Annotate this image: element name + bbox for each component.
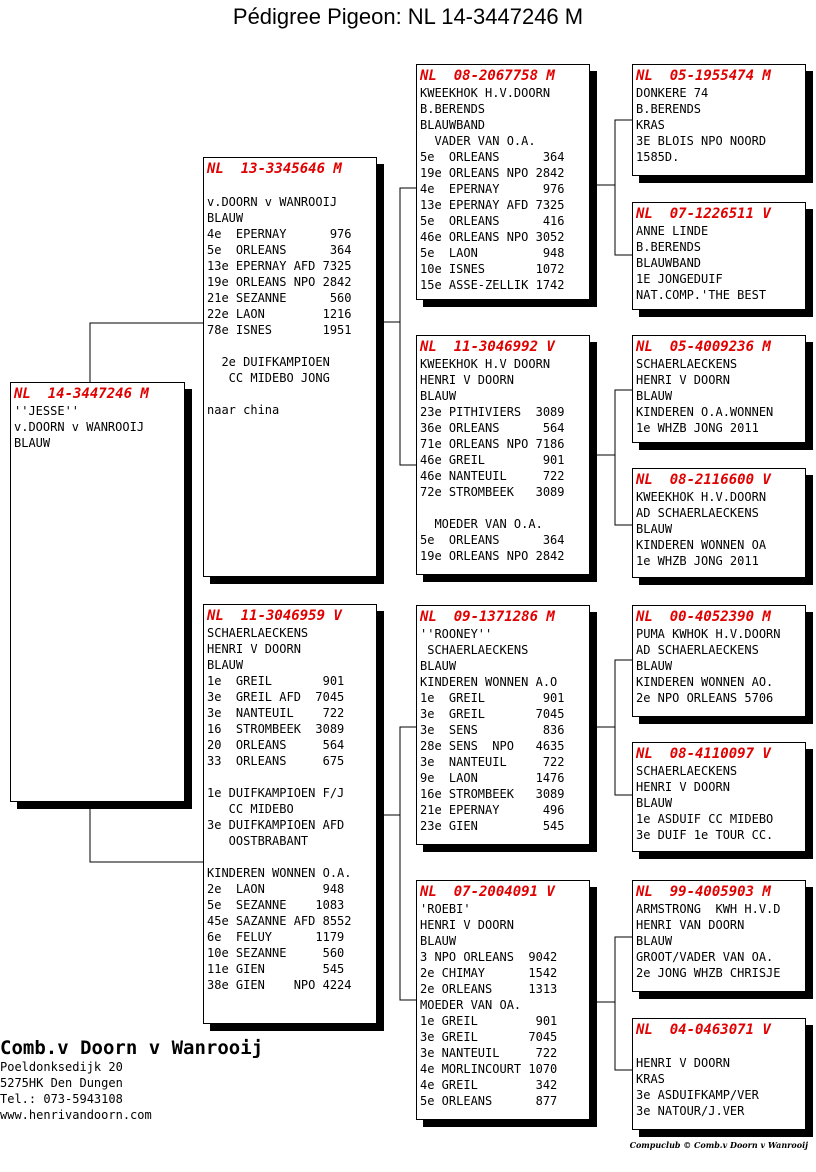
pigeon-info-line: 5e ORLEANS 877 <box>420 1094 558 1108</box>
pigeon-info-line <box>207 849 373 865</box>
pigeon-info-line: 5e ORLEANS 364 <box>420 533 565 547</box>
pigeon-info-line: 4e EPERNAY 976 <box>420 182 565 196</box>
ring-number: NL 08-4110097 V <box>636 746 771 762</box>
pigeon-info-line: v.DOORN v WANROOIJ <box>14 420 145 434</box>
pigeon-info-line: v.DOORN v WANROOIJ <box>207 195 338 209</box>
pigeon-info-line: AD SCHAERLAECKENS <box>636 506 759 520</box>
pigeon-info-line: BLAUW <box>207 658 244 672</box>
pigeon-info-line: 1e ASDUIF CC MIDEBO <box>636 812 774 826</box>
pigeon-info-line: B.BERENDS <box>636 240 702 254</box>
pigeon-info-line: 28e SENS NPO 4635 <box>420 739 565 753</box>
pigeon-info-line: 3e SENS 836 <box>420 723 565 737</box>
pigeon-info-line: 36e ORLEANS 564 <box>420 421 565 435</box>
pigeon-info-line: 13e EPERNAY AFD 7325 <box>207 259 352 273</box>
pigeon-info-line: B.BERENDS <box>636 102 702 116</box>
pigeon-info-line: BLAUW <box>420 659 457 673</box>
pigeon-info-line: GROOT/VADER VAN OA. <box>636 950 774 964</box>
pigeon-card-mm-mother <box>632 1018 806 1130</box>
pigeon-info-line: 5e ORLEANS 364 <box>420 150 565 164</box>
pigeon-info-line: CC MIDEBO <box>207 802 294 816</box>
owner-block <box>0 1037 263 1123</box>
ring-number: NL 08-2116600 V <box>636 472 771 488</box>
ring-number: NL 00-4052390 M <box>636 609 771 625</box>
pigeon-info-line: 22e LAON 1216 <box>207 307 352 321</box>
pigeon-card-mf-father <box>632 605 806 717</box>
pigeon-info-line: 19e ORLEANS NPO 2842 <box>420 549 565 563</box>
pigeon-info-line: KINDEREN O.A.WONNEN <box>636 405 774 419</box>
pigeon-info-line: CC MIDEBO JONG <box>207 371 330 385</box>
ring-number: NL 14-3447246 M <box>14 386 149 402</box>
pigeon-info-line: 3E BLOIS NPO NOORD <box>636 134 767 148</box>
pigeon-info-line: 9e LAON 1476 <box>420 771 565 785</box>
pigeon-info-line: 2e LAON 948 <box>207 882 345 896</box>
pigeon-info-line: KINDEREN WONNEN O.A. <box>207 866 352 880</box>
pigeon-info-line: 46e NANTEUIL 722 <box>420 469 565 483</box>
pigeon-card-fm-father <box>632 335 806 443</box>
pigeon-info-line: 3e GREIL 7045 <box>420 707 565 721</box>
pigeon-info-line: BLAUW <box>420 934 457 948</box>
pigeon-info-line: 1e DUIFKAMPIOEN F/J <box>207 786 345 800</box>
pigeon-info-line: 10e SEZANNE 560 <box>207 946 345 960</box>
pigeon-card-father <box>203 157 377 577</box>
pigeon-info-line: SCHAERLAECKENS <box>636 357 738 371</box>
pigeon-info-line: 21e SEZANNE 560 <box>207 291 352 305</box>
pigeon-info-line: DONKERE 74 <box>636 86 709 100</box>
pigeon-info-line: 1585D. <box>636 150 680 164</box>
pigeon-info-line: KWEEKHOK H.V DOORN <box>420 357 551 371</box>
pigeon-info-line: KWEEKHOK H.V.DOORN <box>636 490 767 504</box>
pigeon-info-line: 5e ORLEANS 416 <box>420 214 565 228</box>
owner-address: Poeldonksedijk 20 <box>0 1060 123 1074</box>
ring-number: NL 13-3345646 M <box>207 161 342 177</box>
pigeon-info-line: 3e NANTEUIL 722 <box>420 755 565 769</box>
pigeon-info-line: HENRI VAN DOORN <box>636 918 745 932</box>
pigeon-card-father-father <box>416 64 590 300</box>
pigeon-info-line: 45e SAZANNE AFD 8552 <box>207 914 352 928</box>
pigeon-card-fm-mother <box>632 468 806 578</box>
pigeon-card-mf-mother <box>632 742 806 852</box>
pigeon-info-line: BLAUW <box>636 796 673 810</box>
pigeon-info-line: 5e LAON 948 <box>420 246 565 260</box>
pigeon-info-line: 1e GREIL 901 <box>420 691 565 705</box>
pigeon-info-line: naar china <box>207 403 280 417</box>
pigeon-info-line: HENRI V DOORN <box>420 918 514 932</box>
owner-name: Comb.v Doorn v Wanrooij <box>0 1037 264 1059</box>
pigeon-info-line: NAT.COMP.'THE BEST <box>636 288 767 302</box>
pigeon-card-father-mother <box>416 335 590 575</box>
pigeon-info-line <box>636 1039 802 1055</box>
pigeon-info-line: 33 ORLEANS 675 <box>207 754 345 768</box>
pigeon-info-line: MOEDER VAN O.A. <box>420 517 543 531</box>
pigeon-info-line <box>207 338 373 354</box>
pigeon-info-line: B.BERENDS <box>420 102 486 116</box>
pigeon-info-line: KINDEREN WONNEN AO. <box>636 675 774 689</box>
pigeon-info-line: HENRI V DOORN <box>207 642 301 656</box>
pigeon-info-line: 5e ORLEANS 364 <box>207 243 352 257</box>
pigeon-info-line: 19e ORLEANS NPO 2842 <box>420 166 565 180</box>
pigeon-info-line: BLAUW <box>636 659 673 673</box>
pigeon-info-line: 2e ORLEANS 1313 <box>420 982 558 996</box>
pigeon-info-line: HENRI V DOORN <box>636 1056 730 1070</box>
pigeon-info-line: 11e GIEN 545 <box>207 962 345 976</box>
pigeon-info-line: 72e STROMBEEK 3089 <box>420 485 565 499</box>
pigeon-info-line: 3 NPO ORLEANS 9042 <box>420 950 558 964</box>
ring-number: NL 09-1371286 M <box>420 609 555 625</box>
page-title: Pédigree Pigeon: NL 14-3447246 M <box>232 4 584 29</box>
ring-number: NL 05-4009236 M <box>636 339 771 355</box>
pigeon-info-line: 13e EPERNAY AFD 7325 <box>420 198 565 212</box>
pigeon-info-line: 20 ORLEANS 564 <box>207 738 345 752</box>
pigeon-info-line: BLAUW <box>207 211 244 225</box>
pigeon-info-line: 1e GREIL 901 <box>420 1014 558 1028</box>
pigeon-info-line: 4e EPERNAY 976 <box>207 227 352 241</box>
pigeon-info-line: 1E JONGEDUIF <box>636 272 723 286</box>
pigeon-info-line: 2e JONG WHZB CHRISJE <box>636 966 781 980</box>
pigeon-info-line: 3e NATOUR/J.VER <box>636 1104 745 1118</box>
pigeon-info-line <box>420 500 586 516</box>
pigeon-info-line: 3e DUIF 1e TOUR CC. <box>636 828 774 842</box>
pigeon-info-line: 21e EPERNAY 496 <box>420 803 565 817</box>
pigeon-info-line: 46e ORLEANS NPO 3052 <box>420 230 565 244</box>
pigeon-info-line: 16 STROMBEEK 3089 <box>207 722 345 736</box>
ring-number: NL 07-1226511 V <box>636 206 771 222</box>
pigeon-info-line: 46e GREIL 901 <box>420 453 565 467</box>
pigeon-info-line: 3e NANTEUIL 722 <box>207 706 345 720</box>
pigeon-card-ff-mother <box>632 202 806 310</box>
pigeon-card-mother-mother <box>416 880 590 1120</box>
pigeon-info-line: BLAUW <box>636 934 673 948</box>
pigeon-info-line <box>207 386 373 402</box>
owner-phone: Tel.: 073-5943108 <box>0 1092 123 1106</box>
ring-number: NL 05-1955474 M <box>636 68 771 84</box>
pigeon-info-line: 2e NPO ORLEANS 5706 <box>636 691 774 705</box>
pigeon-info-line: OOSTBRABANT <box>207 834 309 848</box>
pigeon-info-line: BLAUW <box>14 436 51 450</box>
pigeon-info-line: 3e GREIL AFD 7045 <box>207 690 345 704</box>
ring-number: NL 11-3046992 V <box>420 339 555 355</box>
ring-number: NL 04-0463071 V <box>636 1022 771 1038</box>
owner-postcode-city: 5275HK Den Dungen <box>0 1076 123 1090</box>
pigeon-info-line: 15e ASSE-ZELLIK 1742 <box>420 278 565 292</box>
pigeon-info-line: 19e ORLEANS NPO 2842 <box>207 275 352 289</box>
pigeon-info-line: BLAUW <box>636 389 673 403</box>
pigeon-info-line: HENRI V DOORN <box>420 373 514 387</box>
ring-number: NL 07-2004091 V <box>420 884 555 900</box>
pigeon-info-line: KRAS <box>636 118 665 132</box>
pigeon-info-line: PUMA KWHOK H.V.DOORN <box>636 627 781 641</box>
pigeon-info-line: KRAS <box>636 1072 665 1086</box>
pigeon-info-line: 2e CHIMAY 1542 <box>420 966 558 980</box>
pigeon-info-line: 3e DUIFKAMPIOEN AFD <box>207 818 345 832</box>
pigeon-info-line: ''JESSE'' <box>14 404 80 418</box>
pigeon-info-line: 71e ORLEANS NPO 7186 <box>420 437 565 451</box>
pigeon-info-line <box>207 769 373 785</box>
pigeon-info-line: BLAUW <box>420 389 457 403</box>
pigeon-info-line: KWEEKHOK H.V.DOORN <box>420 86 551 100</box>
pigeon-info-line: 6e FELUY 1179 <box>207 930 345 944</box>
pigeon-info-line: ANNE LINDE <box>636 224 709 238</box>
pigeon-card-mm-father <box>632 880 806 992</box>
ring-number: NL 11-3046959 V <box>207 608 342 624</box>
pigeon-info-line: SCHAERLAECKENS <box>207 626 309 640</box>
pigeon-info-line: BLAUW <box>636 522 673 536</box>
pigeon-info-line: VADER VAN O.A. <box>420 134 536 148</box>
footer-credit: Compuclub © Comb.v Doorn v Wanrooij <box>629 1140 808 1150</box>
pigeon-info-line: 4e MORLINCOURT 1070 <box>420 1062 558 1076</box>
pigeon-info-line: BLAUWBAND <box>636 256 702 270</box>
pigeon-info-line: 3e ASDUIFKAMP/VER <box>636 1088 759 1102</box>
pigeon-info-line: SCHAERLAECKENS <box>420 643 529 657</box>
pigeon-info-line: ARMSTRONG KWH H.V.D <box>636 902 781 916</box>
pigeon-info-line: 4e GREIL 342 <box>420 1078 558 1092</box>
ring-number: NL 99-4005903 M <box>636 884 771 900</box>
pigeon-info-line: 23e PITHIVIERS 3089 <box>420 405 565 419</box>
pigeon-info-line: KINDEREN WONNEN A.O <box>420 675 558 689</box>
pigeon-info-line: 10e ISNES 1072 <box>420 262 565 276</box>
pigeon-card-subject <box>10 382 185 802</box>
pigeon-info-line: 1e WHZB JONG 2011 <box>636 421 759 435</box>
pigeon-info-line: 1e GREIL 901 <box>207 674 345 688</box>
pigeon-info-line: SCHAERLAECKENS <box>636 764 738 778</box>
pigeon-card-ff-father <box>632 64 806 176</box>
ring-number: NL 08-2067758 M <box>420 68 555 84</box>
pigeon-info-line: 1e WHZB JONG 2011 <box>636 554 759 568</box>
pigeon-card-mother <box>203 604 377 1024</box>
pigeon-info-line: 2e DUIFKAMPIOEN <box>207 355 330 369</box>
pigeon-info-line <box>207 178 373 194</box>
pigeon-info-line: 5e SEZANNE 1083 <box>207 898 345 912</box>
pigeon-card-mother-father <box>416 605 590 845</box>
pigeon-info-line: ''ROONEY'' <box>420 627 493 641</box>
pigeon-info-line: 3e GREIL 7045 <box>420 1030 558 1044</box>
pigeon-info-line: MOEDER VAN OA. <box>420 998 522 1012</box>
pigeon-info-line: 38e GIEN NPO 4224 <box>207 978 352 992</box>
pigeon-info-line: 78e ISNES 1951 <box>207 323 352 337</box>
owner-website[interactable]: www.henrivandoorn.com <box>0 1108 152 1122</box>
pigeon-info-line: HENRI V DOORN <box>636 373 730 387</box>
pigeon-info-line: KINDEREN WONNEN OA <box>636 538 767 552</box>
pigeon-info-line: 16e STROMBEEK 3089 <box>420 787 565 801</box>
pigeon-info-line: AD SCHAERLAECKENS <box>636 643 759 657</box>
pigeon-info-line: 3e NANTEUIL 722 <box>420 1046 558 1060</box>
pigeon-info-line: HENRI V DOORN <box>636 780 730 794</box>
pigeon-info-line: 23e GIEN 545 <box>420 819 565 833</box>
pigeon-info-line: BLAUWBAND <box>420 118 486 132</box>
pigeon-info-line: 'ROEBI' <box>420 902 471 916</box>
